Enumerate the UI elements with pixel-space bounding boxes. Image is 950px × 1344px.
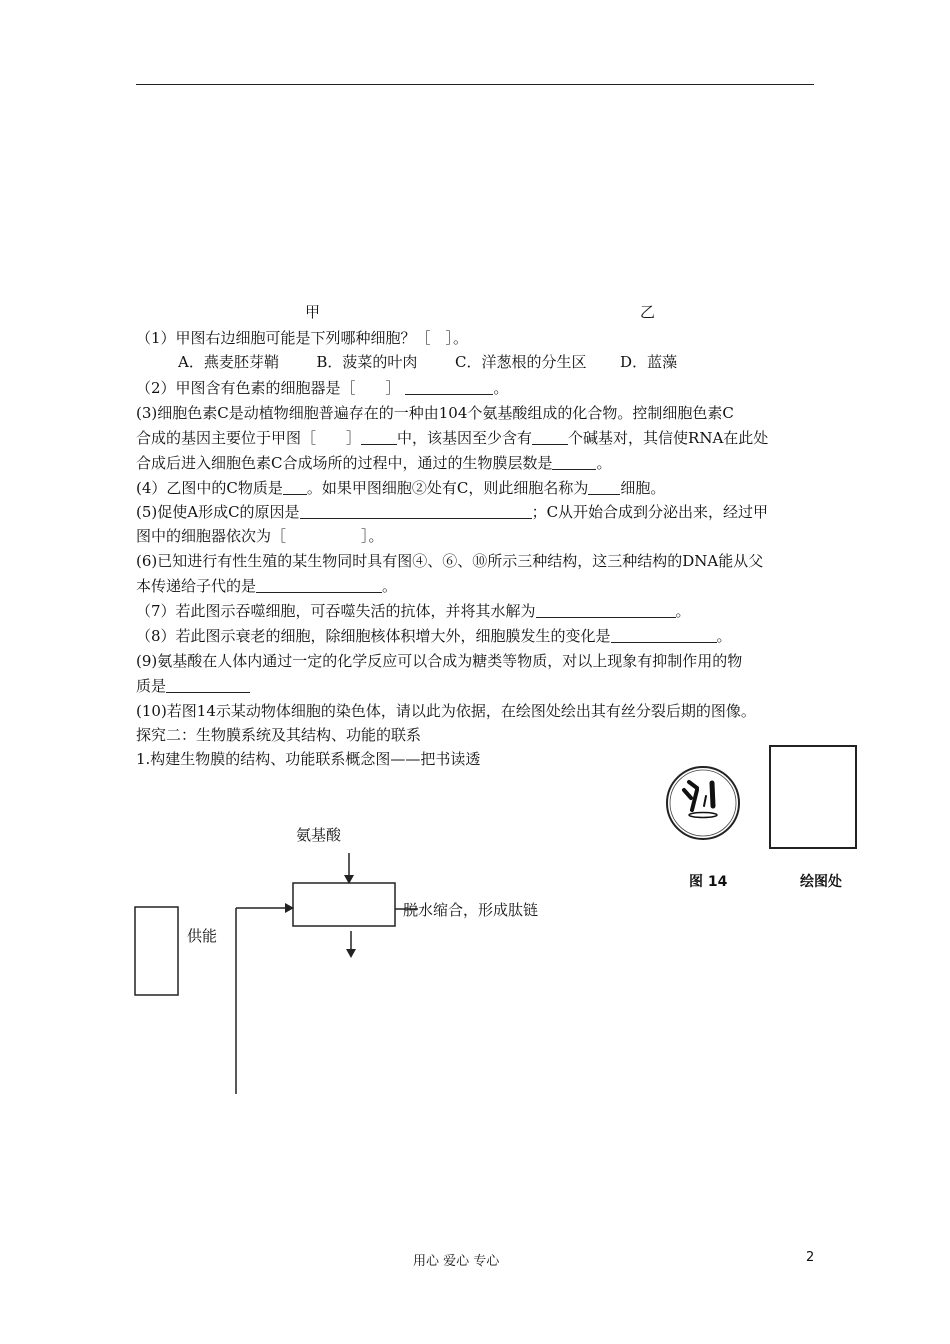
option-b: B．菠菜的叶肉 bbox=[316, 353, 418, 371]
concept-box-main bbox=[293, 883, 395, 926]
question-2: （2）甲图含有色素的细胞器是［ ］ 。 bbox=[136, 379, 509, 397]
section-2-item-1: 1.构建生物膜的结构、功能联系概念图——把书读透 bbox=[136, 750, 481, 768]
figure-14-caption: 图 14 bbox=[689, 874, 728, 890]
drawing-area-caption: 绘图处 bbox=[800, 874, 842, 890]
question-10: (10)若图14示某动物体细胞的染色体，请以此为依据，在绘图处绘出其有丝分裂后期的图像。 bbox=[136, 702, 756, 720]
drawing-area-box bbox=[770, 746, 856, 848]
concept-amino-acid: 氨基酸 bbox=[296, 826, 342, 844]
footer-text: 用心 爱心 专心 bbox=[413, 1254, 500, 1269]
question-5-line2: 图中的细胞器依次为［ ］。 bbox=[136, 527, 384, 545]
chromosome-icon bbox=[684, 782, 717, 818]
question-1: （1）甲图右边细胞可能是下列哪种细胞？［ ］。 bbox=[136, 329, 469, 347]
question-6-line1: (6)已知进行有性生殖的某生物同时具有图④、⑥、⑩所示三种结构，这三种结构的DNA能从父 bbox=[136, 552, 764, 570]
figure-label-jia: 甲 bbox=[305, 303, 321, 321]
concept-map bbox=[135, 853, 418, 1094]
question-9-line2: 质是 bbox=[136, 674, 250, 698]
question-4: (4）乙图中的C物质是 。如果甲图细胞②处有C，则此细胞名称为 细胞。 bbox=[136, 479, 666, 497]
concept-energy: 供能 bbox=[187, 927, 218, 945]
question-3-line1: (3)细胞色素C是动植物细胞普遍存在的一种由104个氨基酸组成的化合物。控制细胞色素C bbox=[136, 404, 734, 422]
question-9-line1: (9)氨基酸在人体内通过一定的化学反应可以合成为糖类等物质，对以上现象有抑制作用的物 bbox=[136, 652, 743, 670]
cell-circle bbox=[667, 767, 739, 839]
question-7: （7）若此图示吞噬细胞，可吞噬失活的抗体，并将其水解为 。 bbox=[136, 602, 691, 620]
page-number: 2 bbox=[806, 1250, 815, 1265]
section-2-title: 探究二：生物膜系统及其结构、功能的联系 bbox=[136, 726, 422, 744]
question-8: （8）若此图示衰老的细胞，除细胞核体积增大外，细胞膜发生的变化是 。 bbox=[136, 627, 732, 645]
option-c: C．洋葱根的分生区 bbox=[455, 353, 587, 371]
option-a: A．燕麦胚芽鞘 bbox=[178, 353, 279, 371]
concept-dehydration: 脱水缩合，形成肽链 bbox=[403, 901, 539, 919]
question-6-line2: 本传递给子代的是 。 bbox=[136, 577, 398, 595]
question-3-line3: 合成后进入细胞色素C合成场所的过程中，通过的生物膜层数是 。 bbox=[136, 454, 612, 472]
concept-arrowheads bbox=[285, 875, 356, 958]
question-5-line1: (5)促使A形成C的原因是 ；C从开始合成到分泌出来，经过甲 bbox=[136, 503, 769, 521]
concept-box-energy bbox=[135, 907, 178, 995]
figure-label-yi: 乙 bbox=[640, 303, 656, 321]
option-d: D．蓝藻 bbox=[620, 353, 678, 371]
question-3-line2: 合成的基因主要位于甲图［ ］ 中，该基因至少含有 个碱基对，其信使RNA在此处 bbox=[136, 429, 769, 447]
